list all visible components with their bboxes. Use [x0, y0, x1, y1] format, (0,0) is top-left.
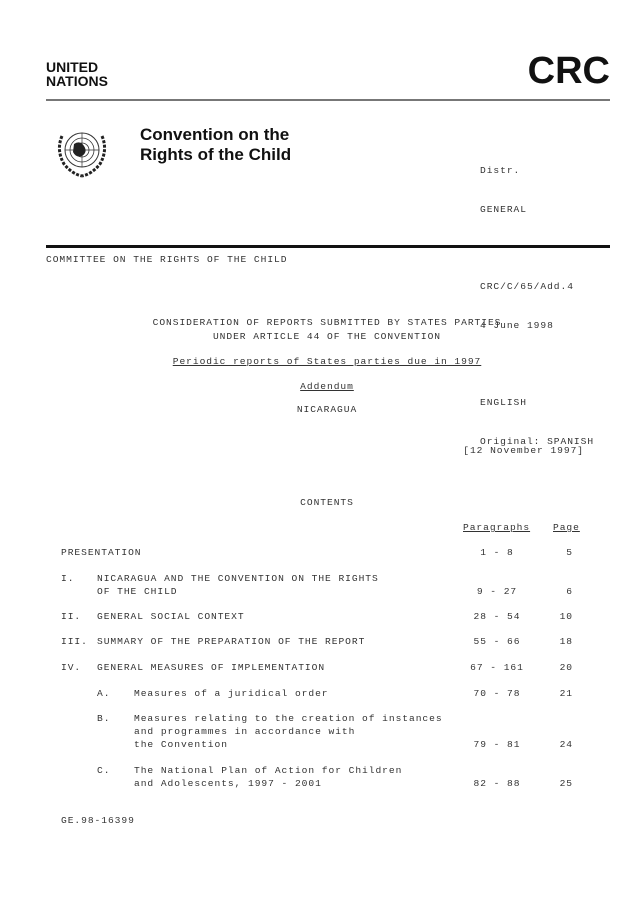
- org-line1: UNITED: [46, 59, 99, 75]
- document-language: ENGLISH: [480, 397, 527, 408]
- toc-entry-number: IV.: [61, 662, 82, 673]
- dot-leader: [251, 610, 441, 623]
- toc-entry-line: [134, 725, 355, 738]
- toc-entry-text: Measures relating to the creation of instances: [134, 713, 443, 724]
- heavy-rule: [46, 245, 610, 248]
- toc-entry-text: Measures of a juridical order: [134, 688, 329, 699]
- committee-name: COMMITTEE ON THE RIGHTS OF THE CHILD: [46, 254, 288, 265]
- toc-entry-line: [61, 546, 441, 559]
- dot-leader: [371, 635, 441, 648]
- toc-page: 24: [559, 739, 573, 750]
- dot-leader: [331, 661, 441, 674]
- org-line2: NATIONS: [46, 73, 108, 89]
- toc-paragraphs: 82 - 88: [473, 778, 521, 789]
- toc-entry-text: and Adolescents, 1997 - 2001: [134, 778, 322, 789]
- toc-page: 25: [559, 778, 573, 789]
- toc-paragraphs: 79 - 81: [473, 739, 521, 750]
- toc-entry-line: [97, 572, 379, 585]
- header-rule: [46, 99, 610, 101]
- toc-page: 10: [559, 611, 573, 622]
- column-header-paragraphs: Paragraphs: [463, 522, 531, 533]
- toc-entry-number: III.: [61, 636, 88, 647]
- document-series-symbol: CRC: [527, 50, 610, 92]
- distr-value: GENERAL: [480, 204, 527, 215]
- toc-paragraphs: 1 - 8: [480, 547, 514, 558]
- title-line2: Rights of the Child: [140, 145, 292, 164]
- toc-entry-line: [97, 635, 441, 648]
- country-name: NICARAGUA: [296, 404, 358, 415]
- toc-entry-line: [97, 661, 441, 674]
- toc-entry-line: [134, 712, 443, 725]
- distr-label: Distr.: [480, 165, 521, 176]
- column-header-page: Page: [553, 522, 580, 533]
- dot-leader: [335, 687, 441, 700]
- document-symbol: CRC/C/65/Add.4: [480, 281, 574, 292]
- toc-page: 5: [566, 547, 573, 558]
- toc-page: 18: [559, 636, 573, 647]
- original-language: Original: SPANISH: [480, 436, 595, 447]
- toc-paragraphs: 70 - 78: [473, 688, 521, 699]
- toc-entry-number: A.: [97, 688, 111, 699]
- toc-entry-line: [97, 585, 441, 598]
- toc-entry-text: GENERAL SOCIAL CONTEXT: [97, 611, 245, 622]
- toc-entry-text: SUMMARY OF THE PREPARATION OF THE REPORT: [97, 636, 366, 647]
- toc-entry-text: OF THE CHILD: [97, 586, 178, 597]
- title-line1: Convention on the: [140, 125, 290, 144]
- toc-page: 6: [566, 586, 573, 597]
- toc-page: 21: [559, 688, 573, 699]
- toc-entry-text: NICARAGUA AND THE CONVENTION ON THE RIGHTS: [97, 573, 379, 584]
- dot-leader: [148, 546, 442, 559]
- convention-title: [140, 125, 291, 165]
- toc-entry-number: B.: [97, 713, 111, 724]
- report-date: [12 November 1997]: [463, 445, 584, 456]
- document-date: 4 June 1998: [480, 320, 554, 331]
- toc-entry-line: [134, 687, 441, 700]
- toc-entry-number: I.: [61, 573, 75, 584]
- dot-leader: [234, 738, 441, 751]
- toc-paragraphs: 28 - 54: [473, 611, 521, 622]
- toc-entry-number: II.: [61, 611, 82, 622]
- contents-title: CONTENTS: [300, 497, 354, 508]
- heading-line2: UNDER ARTICLE 44 OF THE CONVENTION: [212, 331, 442, 342]
- dot-leader: [328, 777, 441, 790]
- heading-line1: CONSIDERATION OF REPORTS SUBMITTED BY STATES PARTIES: [152, 317, 502, 328]
- toc-page: 20: [559, 662, 573, 673]
- toc-entry-line: [134, 764, 402, 777]
- toc-paragraphs: 9 - 27: [476, 586, 518, 597]
- toc-entry-text: and programmes in accordance with: [134, 726, 356, 737]
- toc-entry-line: [134, 738, 441, 751]
- addendum-label: Addendum: [300, 381, 354, 392]
- dot-leader: [184, 585, 442, 598]
- toc-entry-text: PRESENTATION: [61, 547, 142, 558]
- un-emblem-icon: [52, 124, 112, 180]
- heading-subtitle: Periodic reports of States parties due in 1997: [172, 356, 482, 367]
- toc-entry-text: GENERAL MEASURES OF IMPLEMENTATION: [97, 662, 326, 673]
- toc-entry-line: [134, 777, 441, 790]
- un-wordmark: [46, 60, 108, 88]
- toc-paragraphs: 67 - 161: [470, 662, 524, 673]
- toc-entry-number: C.: [97, 765, 111, 776]
- toc-paragraphs: 55 - 66: [473, 636, 521, 647]
- toc-entry-line: [97, 610, 441, 623]
- toc-entry-text: The National Plan of Action for Children: [134, 765, 403, 776]
- toc-entry-text: the Convention: [134, 739, 228, 750]
- job-number: GE.98-16399: [61, 815, 135, 826]
